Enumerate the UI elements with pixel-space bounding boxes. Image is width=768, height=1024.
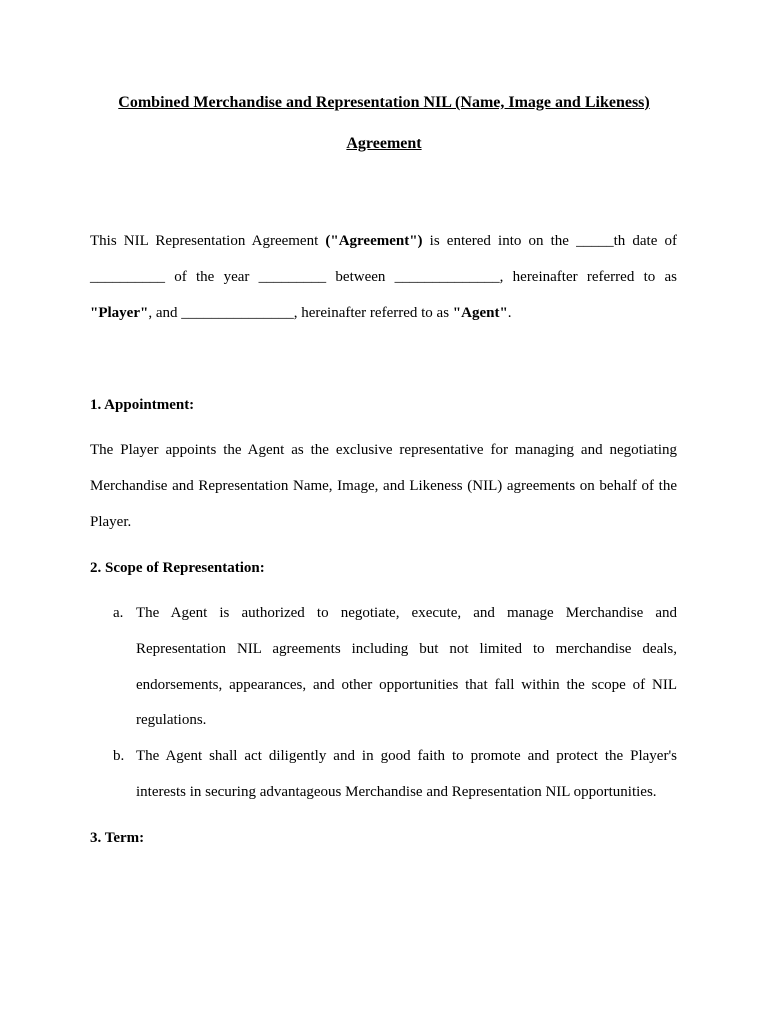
scope-list-item-b (113, 739, 677, 811)
list-marker-b: b. (113, 748, 125, 764)
agreement-term: ("Agreement") (325, 233, 423, 249)
intro-text-4: . (507, 304, 512, 321)
list-marker-a: a. (113, 605, 124, 621)
scope-list-item-a (113, 596, 677, 739)
section-heading-term: 3. Term: (90, 830, 145, 846)
agent-term: "Agent" (452, 304, 508, 321)
section-heading-appointment: 1. Appointment: (90, 397, 195, 413)
intro-text-2: is entered into on the _____th date of __________ of the year _________ between ______________, hereinafter referred to as (90, 233, 677, 285)
intro-paragraph (90, 224, 677, 331)
appointment-paragraph: The Player appoints the Agent as the exclusive representative for managing and negotiating Merchandise and Representation Name, Image, and Likeness (NIL) agreements on behalf of the Player. (90, 442, 677, 530)
document-title-line-2: Agreement (346, 135, 422, 152)
document-title-line-1: Combined Merchandise and Representation NIL (Name, Image and Likeness) (118, 94, 650, 111)
section-heading-scope: 2. Scope of Representation: (90, 560, 265, 576)
player-term: "Player" (90, 304, 149, 321)
list-item-text-b: The Agent shall act diligently and in good faith to promote and protect the Player's interests in securing advantageous Merchandise and Representation NIL opportunities. (136, 748, 677, 800)
intro-text-3: , and _______________, hereinafter referred to as (148, 304, 453, 321)
list-item-text-a: The Agent is authorized to negotiate, execute, and manage Merchandise and Representation NIL agreements including but not limited to merchandise deals, endorsements, appearances, and other opportunities that fall within the scope of NIL regulations. (136, 605, 677, 729)
intro-text-1: This NIL Representation Agreement (90, 233, 326, 249)
